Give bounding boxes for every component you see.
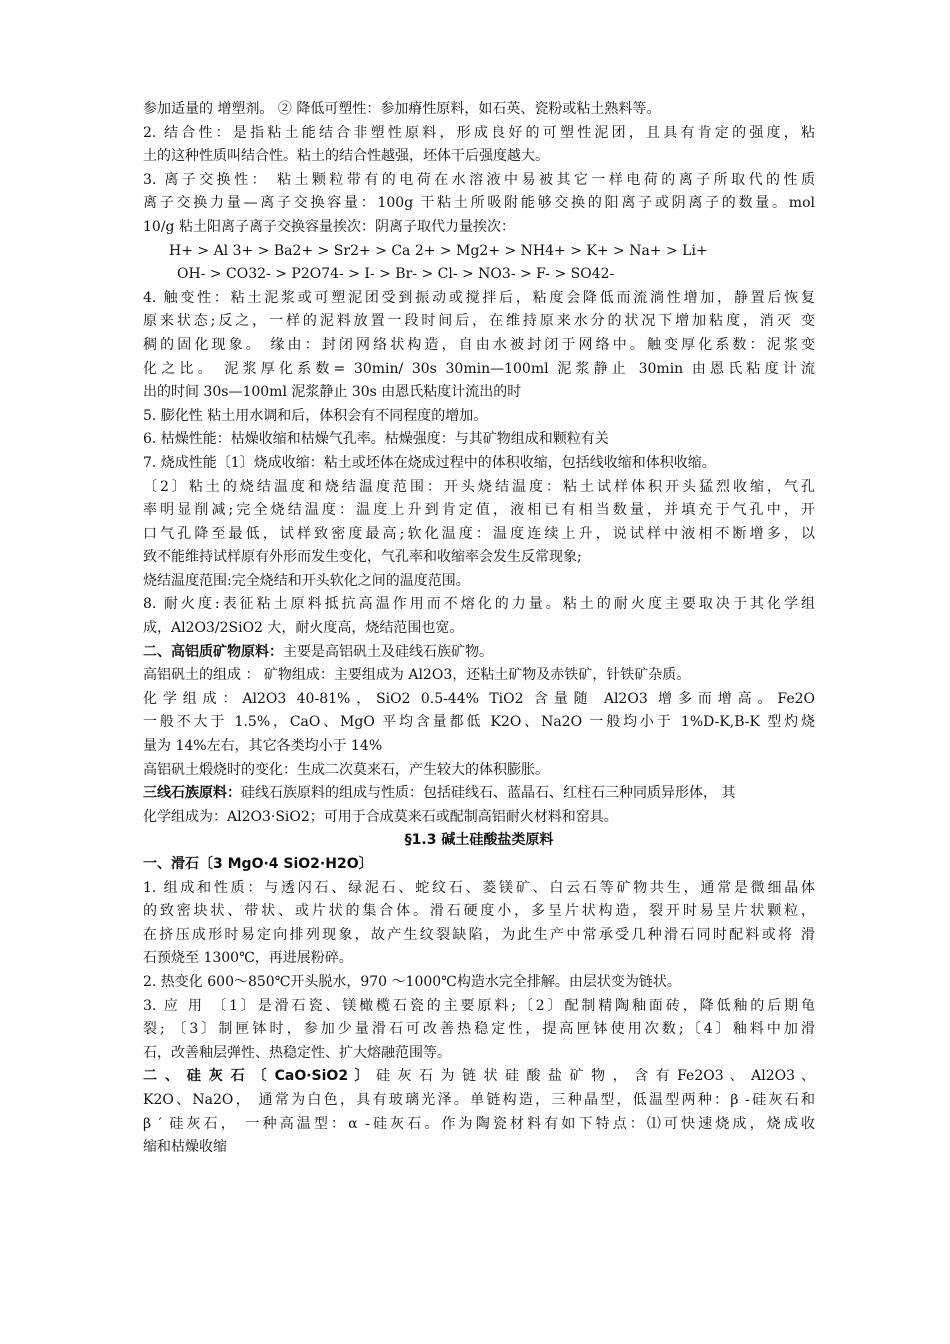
bold-heading: 二、高铝质矿物原料： [143,643,283,660]
ion-sequence-anions: OH- > CO32- > P2O74- > I- > Br- > Cl- > NO3- > F- > SO42- [177,266,615,283]
text-line: 口气孔降至最低，试样致密度最高;软化温度：温度连续上升，说试样中液相不断增多，以 [143,525,815,542]
bold-heading: 三线石族原料： [143,785,241,802]
text-line: 在挤压成形时易定向排列现象，故产生纹裂缺陷，为此生产中常承受几种滑石同时配料或将 滑 [143,926,815,943]
text-line: β ′ 硅灰石， 一种高温型：α -硅灰石。作为陶瓷材料有如下特点：⑴可快速烧成，烧成收 [143,1115,815,1132]
text-line: 离子交换力量—离子交换容量：100g 干粘土所吸附能够交换的阳离子或阴离子的数量。mol [143,195,815,212]
text-line: 〔2〕粘土的烧结温度和烧结温度范围：开头烧结温度：粘土试样体积开头猛烈收缩，气孔 [143,478,815,495]
text-line: 化学组成为：Al2O3·SiO2；可用于合成莫来石或配制高铝耐火材料和窑具。 [143,808,618,825]
text-line: 3. 离子交换性： 粘土颗粒带有的电荷在水溶液中易被其它一样电荷的离子所取代的性质 [143,171,815,188]
text-line: 参加适量的 增塑剂。 ② 降低可塑性：参加瘠性原料，如石英、瓷粉或粘土熟料等。 [143,101,661,117]
text-line: 原来状态;反之，一样的泥料放置一段时间后，在维持原来水分的状况下增加粘度，消灭 变 [143,313,815,330]
text-line: 石，改善釉层弹性、热稳定性、扩大熔融范围等。 [143,1044,451,1061]
text-line: 出的时间 30s—100ml 泥浆静止 30s 由恩氏粘度计流出的时 [143,384,522,401]
document-page [143,98,815,1160]
bold-heading: 二 、 硅 灰 石 〔 CaO·SiO2 〕 [143,1068,370,1085]
text-line: 率明显削减;完全烧结温度：温度上升到肯定值，液相已有相当数量，并填充于气孔中，开 [143,502,815,519]
text-line: 6. 枯燥性能：枯燥收缩和枯燥气孔率。枯燥强度：与其矿物组成和颗粒有关 [143,431,609,448]
text-line: 1. 组成和性质：与透闪石、绿泥石、蛇纹石、菱镁矿、白云石等矿物共生，通常是微细晶体 [143,879,815,896]
text-line: 量为 14%左右，其它各类均小于 14% [143,738,383,755]
text-line: 土的这种性质叫结合性。粘土的结合性越强，坯体干后强度越大。 [143,148,549,165]
text-line: K2O、Na2O， 通常为白色，具有玻璃光泽。单链构造，三种晶型，低温型两种：β -硅灰石和 [143,1091,815,1108]
text-span: 硅 灰 石 为 链 状 硅 酸 盐 矿 物 ， 含 有 Fe2O3 、 Al2O3 、 [370,1068,815,1085]
ion-sequence-cations: H+ > Al 3+ > Ba2+ > Sr2+ > Ca 2+ > Mg2+ > NH4+ > K+ > Na+ > Li+ [169,242,708,259]
text-line: 高铝矾土的组成 ： 矿物组成：主要组成为 Al2O3，还粘土矿物及赤铁矿，针铁矿杂质。 [143,667,691,684]
text-line: 4. 触变性：粘土泥浆或可塑泥团受到振动或搅拌后，粘度会降低而流淌性增加，静置后恢复 [143,289,815,306]
text-line: 5. 膨化性 粘土用水调和后，体积会有不同程度的增加。 [143,407,488,424]
text-line: 7. 烧成性能〔1〕烧成收缩：粘土或坯体在烧成过程中的体积收缩，包括线收缩和体积收缩。 [143,454,716,471]
text-line: 高铝矾土煅烧时的变化：生成二次莫来石，产生较大的体积膨胀。 [143,761,549,778]
text-line: 8. 耐火度:表征粘土原料抵抗高温作用而不熔化的力量。粘土的耐火度主要取决于其化学组 [143,596,815,613]
text-line: 2. 结合性：是指粘土能结合非塑性原料，形成良好的可塑性泥团，且具有肯定的强度，粘 [143,124,815,141]
text-line: 一般不大于 1.5%，CaO、MgO 平均含量都低 K2O、Na2O 一般均小于 1%D-K,B-K 型灼烧 [143,714,815,731]
text-line: 烧结温度范围:完全烧结和开头软化之间的温度范围。 [143,572,470,589]
text-span: 硅线石族原料的组成与性质：包括硅线石、蓝晶石、红柱石三种同质异形体， 其 [241,785,736,802]
text-line: 石预烧至 1300℃，再进展粉碎。 [143,950,353,967]
text-line: 3. 应 用 〔1〕是滑石瓷、镁橄榄石瓷的主要原料;〔2〕配制精陶釉面砖，降低釉的后期龟 [143,997,815,1014]
text-line: 成，Al2O3/2SiO2 大，耐火度高，烧结范围也宽。 [143,620,464,637]
section-title: §1.3 碱土硅酸盐类原料 [404,832,554,849]
text-line: 10/g 粘土阳离子离子交换容量挨次：阴离子取代力量挨次： [143,218,515,235]
section-sillimanite [143,782,815,806]
text-line: 化学组成：Al2O3 40-81%，SiO2 0.5-44% TiO2 含量随 Al2O3 增多而增高。Fe2O [143,690,815,707]
section-wollastonite [143,1065,815,1089]
text-line: 的致密块状、带状、或片状的集合体。滑石硬度小，多呈片状构造，裂开时易呈片状颗粒， [143,903,815,920]
text-line: 缩和枯燥收缩 [143,1139,227,1156]
text-line: 致不能维持试样原有外形而发生变化，气孔率和收缩率会发生反常现象; [143,549,582,566]
text-line: 稠的固化现象。 缘由：封闭网络状构造，自由水被封闭于网络中。触变厚化系数：泥浆变 [143,336,815,353]
text-span: 主要是高铝矾土及硅线石族矿物。 [283,643,493,660]
section-high-alumina [143,641,815,665]
subsection-title-talc: 一、滑石〔3 MgO·4 SiO2·H2O〕 [143,856,373,872]
text-line: 化之比。 泥浆厚化系数= 30min/ 30s 30min—100ml 泥浆静止 30min 由恩氏粘度计流 [143,360,815,377]
text-line: 2. 热变化 600～850℃开头脱水，970 ～1000℃构造水完全排解。由层状变为链状。 [143,973,681,990]
text-line: 裂; 〔3〕制匣钵时，参加少量滑石可改善热稳定性，提高匣钵使用次数;〔4〕釉料中加滑 [143,1021,815,1038]
